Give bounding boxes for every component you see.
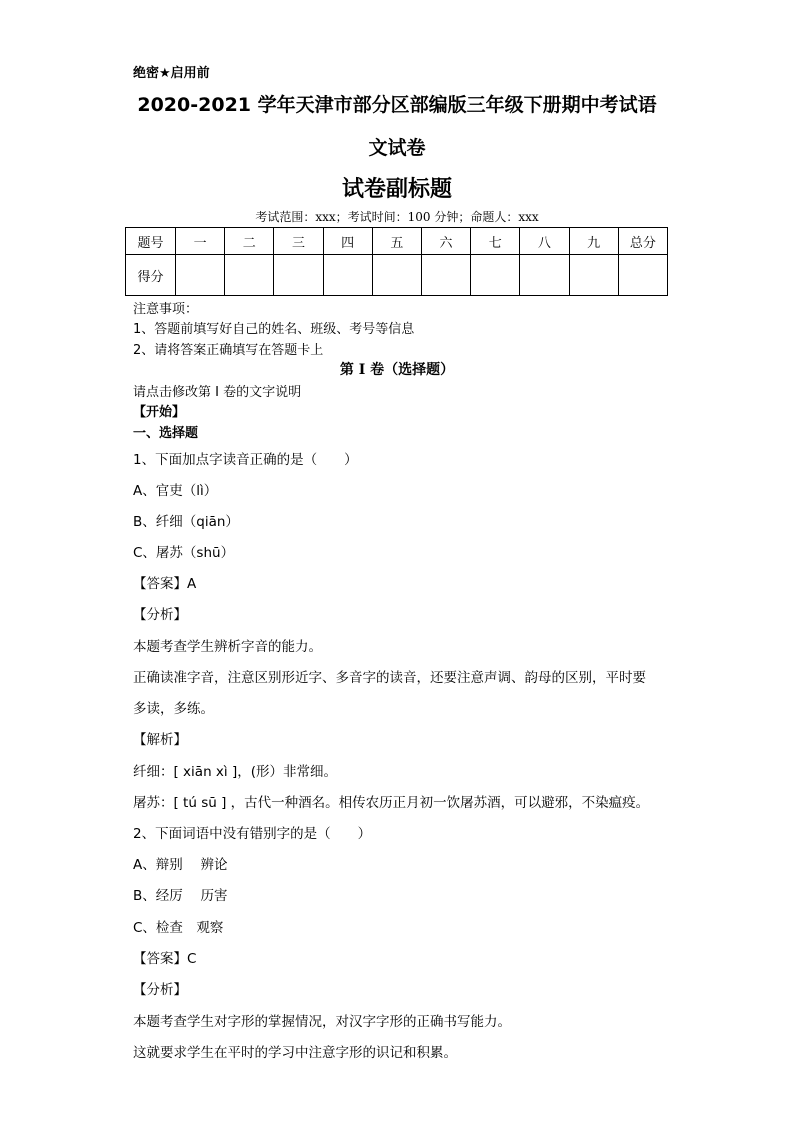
question-option: B、经厉 历害	[133, 888, 228, 904]
score-cell	[421, 255, 470, 296]
score-table-header-cell: 题号	[126, 228, 176, 255]
question-stem: 2、下面词语中没有错别字的是（ ）	[133, 826, 372, 842]
explain-text: 屠苏：[ tú sū ] ，古代一种酒名。相传农历正月初一饮屠苏酒，可以避邪，不染瘟疫。	[133, 795, 650, 811]
explain-text: 纤细：[ xiān xì ]，(形）非常细。	[133, 764, 337, 780]
score-table-header-cell: 二	[225, 228, 274, 255]
analysis-text: 本题考查学生对字形的掌握情况，对汉字字形的正确书写能力。	[133, 1014, 511, 1030]
question-stem: 1、下面加点字读音正确的是（ ）	[133, 452, 358, 468]
score-table-header-cell: 七	[471, 228, 520, 255]
score-table-header-cell: 三	[274, 228, 323, 255]
question-option: A、辩别 辨论	[133, 857, 228, 873]
score-table-header-cell: 总分	[618, 228, 667, 255]
part1-instruction: 请点击修改第 I 卷的文字说明	[133, 385, 302, 400]
score-cell	[323, 255, 372, 296]
start-tag: 【开始】	[133, 405, 186, 420]
score-cell	[618, 255, 667, 296]
score-cell	[471, 255, 520, 296]
question-option: C、检查 观察	[133, 920, 224, 936]
exam-info: 考试范围：xxx；考试时间：100 分钟；命题人：xxx	[255, 210, 539, 224]
part1-heading: 第 I 卷（选择题）	[339, 362, 455, 378]
analysis-tag: 【分析】	[133, 607, 187, 623]
notes-item: 2、请将答案正确填写在答题卡上	[133, 343, 324, 358]
score-cell	[176, 255, 225, 296]
score-table-header-cell: 五	[372, 228, 421, 255]
score-table-header-cell: 四	[323, 228, 372, 255]
score-table-header-row	[126, 228, 668, 255]
answer-line: 【答案】C	[133, 951, 197, 967]
score-row-label: 得分	[126, 255, 176, 296]
notes-item: 1、答题前填写好自己的姓名、班级、考号等信息	[133, 322, 415, 337]
exam-title-line1: 2020-2021 学年天津市部分区部编版三年级下册期中考试语	[137, 94, 657, 116]
question-option: C、屠苏（shū）	[133, 545, 235, 561]
score-table	[125, 227, 668, 296]
explain-tag: 【解析】	[133, 732, 187, 748]
notes-heading: 注意事项：	[133, 302, 199, 317]
score-table-header-cell: 八	[520, 228, 569, 255]
exam-subtitle: 试卷副标题	[341, 177, 452, 202]
analysis-text: 多读，多练。	[133, 701, 214, 717]
score-cell	[520, 255, 569, 296]
score-cell	[225, 255, 274, 296]
score-table-header-cell: 六	[421, 228, 470, 255]
analysis-text: 这就要求学生在平时的学习中注意字形的识记和积累。	[133, 1045, 457, 1061]
score-table-header-cell: 一	[176, 228, 225, 255]
answer-line: 【答案】A	[133, 576, 197, 592]
question-option: B、纤细（qiān）	[133, 514, 239, 530]
score-cell	[569, 255, 618, 296]
exam-title-line2: 文试卷	[368, 137, 426, 159]
analysis-text: 正确读准字音，注意区别形近字、多音字的读音，还要注意声调、韵母的区别，平时要	[133, 670, 646, 686]
score-table-header-cell: 九	[569, 228, 618, 255]
analysis-tag: 【分析】	[133, 982, 187, 998]
confidential-label: 绝密★启用前	[133, 66, 210, 81]
score-cell	[372, 255, 421, 296]
question-option: A、官吏（lì）	[133, 483, 218, 499]
section-heading: 一、选择题	[133, 426, 199, 441]
analysis-text: 本题考查学生辨析字音的能力。	[133, 639, 322, 655]
score-table-score-row	[126, 255, 668, 296]
score-cell	[274, 255, 323, 296]
